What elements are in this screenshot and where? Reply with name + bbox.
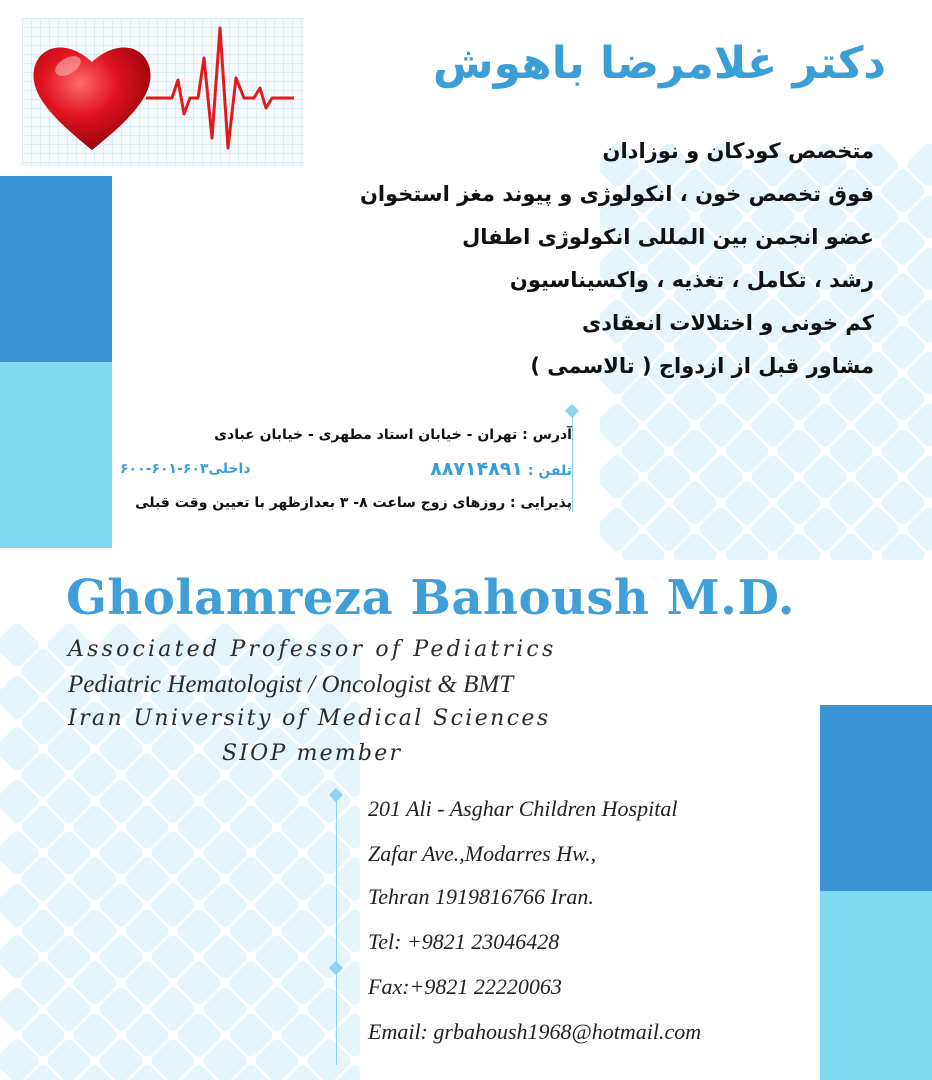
phone-group bbox=[430, 452, 572, 486]
fax-english: Fax:+9821 22220063 bbox=[368, 974, 562, 999]
address-block-persian bbox=[120, 418, 572, 520]
contact-divider-line bbox=[336, 795, 337, 1065]
title-line-english: Associated Professor of Pediatrics bbox=[68, 637, 557, 662]
office-hours-persian: پذیرایی : روزهای زوج ساعت ۸- ۳ بعدازظهر با تعیین وقت قبلی bbox=[135, 495, 572, 511]
doctor-name-english: Gholamreza Bahoush M.D. bbox=[66, 570, 796, 626]
right-accent-bar-dark bbox=[820, 705, 932, 891]
contact-line: Tehran 1919816766 Iran. bbox=[368, 884, 594, 909]
credential-line: کم خونی و اختلالات انعقادی bbox=[582, 311, 874, 335]
credential-line: مشاور قبل از ازدواج ( تالاسمی ) bbox=[530, 354, 874, 378]
contact-line: Zafar Ave.,Modarres Hw., bbox=[368, 841, 597, 866]
credentials-persian bbox=[314, 130, 874, 388]
left-accent-bar-light bbox=[0, 362, 112, 548]
heart-ecg-icon bbox=[22, 18, 304, 166]
title-line-english: Pediatric Hematologist / Oncologist & BMT bbox=[68, 671, 514, 698]
contact-line: 201 Ali - Asghar Children Hospital bbox=[368, 796, 678, 821]
heart-logo bbox=[22, 18, 304, 166]
address-divider-line bbox=[572, 412, 573, 512]
phone-label: تلفن : bbox=[527, 463, 572, 479]
credential-line: عضو انجمن بین المللی انکولوژی اطفال bbox=[462, 225, 874, 249]
left-accent-bar-dark bbox=[0, 176, 112, 362]
credential-line: متخصص کودکان و نوزادان bbox=[602, 139, 874, 163]
credential-line: فوق تخصص خون ، انکولوژی و پیوند مغز استخوان bbox=[359, 182, 874, 206]
divider-diamond bbox=[565, 404, 579, 418]
title-line-english: SIOP member bbox=[222, 741, 403, 766]
title-line-english: Iran University of Medical Sciences bbox=[68, 706, 551, 731]
phone-english: Tel: +9821 23046428 bbox=[368, 929, 560, 954]
right-accent-bar-light bbox=[820, 891, 932, 1080]
phone-extension: داخلی۶۰۳-۶۰۱-۶۰۰ bbox=[120, 461, 251, 477]
phone-number: ۸۸۷۱۴۸۹۱ bbox=[430, 458, 523, 480]
credential-line: رشد ، تکامل ، تغذیه ، واکسیناسیون bbox=[509, 268, 874, 292]
phone-row-persian bbox=[120, 452, 572, 486]
email-english[interactable]: Email: grbahoush1968@hotmail.com bbox=[368, 1019, 702, 1044]
doctor-name-persian: دکتر غلامرضا باهوش bbox=[432, 38, 886, 89]
address-persian: آدرس : تهران - خیابان استاد مطهری - خیابان عبادی bbox=[214, 427, 572, 443]
